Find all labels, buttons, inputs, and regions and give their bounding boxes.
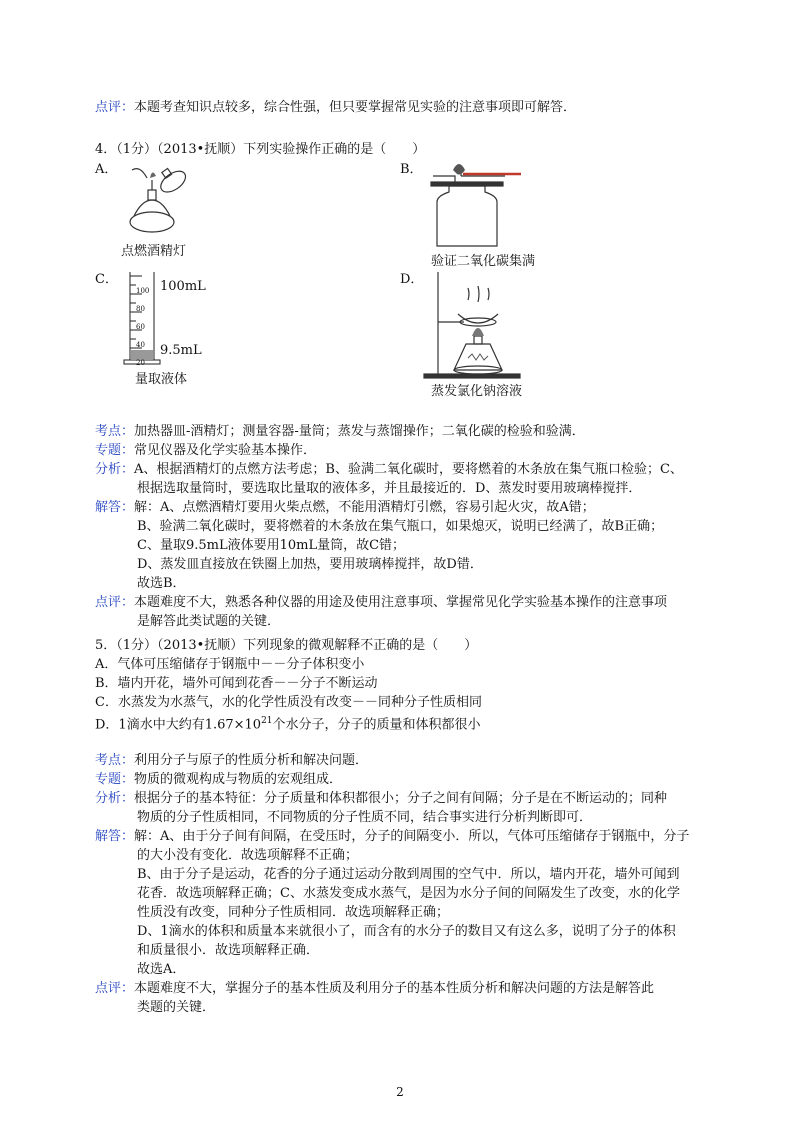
q5-zhuanti-text: 物质的微观构成与物质的宏观组成． bbox=[134, 772, 343, 787]
q5-option-d bbox=[95, 712, 481, 734]
cylinder-reading-label: 9.5mL bbox=[160, 343, 202, 358]
cylinder-ticks bbox=[136, 282, 149, 372]
q4-kaodian bbox=[95, 422, 585, 441]
q5-zhuanti-label: 专题： bbox=[95, 772, 135, 787]
q4-zhuanti bbox=[95, 441, 316, 460]
q4-kaodian-label: 考点： bbox=[95, 424, 135, 439]
q4-option-a-caption: 点燃酒精灯 bbox=[121, 244, 187, 259]
q5-kaodian-label: 考点： bbox=[95, 753, 135, 768]
q5-option-c: C．水蒸发为水蒸气，水的化学性质没有改变－－同种分子性质相同 bbox=[95, 695, 482, 710]
q5-fenxi-line2: 物质的分子性质相同，不同物质的分子性质不同，结合事实进行分析判断即可． bbox=[137, 810, 593, 825]
q5-stem: 5．（1分）（2013•抚顺）下列现象的微观解释不正确的是（ ） bbox=[95, 638, 478, 653]
q4-fenxi-text: A、根据酒精灯的点燃方法考虑；B、验满二氧化碳时，要将燃着的木条放在集气瓶口检验；C、 bbox=[134, 462, 683, 477]
q4-option-b-letter: B． bbox=[400, 162, 423, 177]
q4-jieda-line4: D、蒸发皿直接放在铁圈上加热，要用玻璃棒搅拌，故D错． bbox=[137, 557, 483, 572]
gas-jar-figure bbox=[425, 162, 545, 250]
q4-fenxi-line2: 根据选取量筒时，要选取比量取的液体多，并且最接近的．D、蒸发时要用玻璃棒搅拌． bbox=[137, 481, 642, 496]
q5-jieda-line2: 的大小没有变化．故选项解释不正确； bbox=[137, 848, 359, 863]
q4-dianping-line2: 是解答此类试题的关键． bbox=[137, 614, 281, 629]
q5-jieda-line5: 性质没有改变，同种分子性质相同．故选项解释正确； bbox=[137, 905, 450, 920]
q5-jieda-line4: 花香．故选项解释正确；C、水蒸发变成水蒸气，是因为水分子间的间隔发生了改变，水的化学 bbox=[137, 886, 680, 901]
tick-label: 40 bbox=[136, 341, 145, 349]
q5-jieda bbox=[95, 827, 689, 846]
comment-text: 本题考查知识点较多，综合性强，但只要掌握常见实验的注意事项即可解答． bbox=[134, 100, 577, 115]
q5-fenxi-label: 分析： bbox=[95, 791, 135, 806]
q4-jieda-line2: B、验满二氧化碳时，要将燃着的木条放在集气瓶口，如果熄灭，说明已经满了，故B正确； bbox=[137, 519, 664, 534]
tick-label: 20 bbox=[136, 359, 145, 367]
tick-label: 80 bbox=[136, 305, 145, 313]
q5-option-d-post: 个水分子，分子的质量和体积都很小 bbox=[272, 717, 481, 733]
q4-zhuanti-label: 专题： bbox=[95, 443, 135, 458]
q5-option-d-exponent: 21 bbox=[261, 716, 273, 726]
q4-dianping-text: 本题难度不大，熟悉各种仪器的用途及使用注意事项、掌握常见化学实验基本操作的注意事项 bbox=[134, 595, 668, 610]
comment-label: 点评： bbox=[95, 100, 135, 115]
q4-option-b-caption: 验证二氧化碳集满 bbox=[431, 254, 536, 269]
q4-fenxi-label: 分析： bbox=[95, 462, 135, 477]
q4-jieda-line3: C、量取9.5mL液体要用10mL量筒，故C错； bbox=[137, 538, 406, 553]
top-comment bbox=[95, 98, 576, 117]
q5-fenxi bbox=[95, 789, 667, 808]
q5-dianping-line2: 类题的关键． bbox=[137, 1000, 216, 1015]
q4-zhuanti-text: 常见仪器及化学实验基本操作． bbox=[134, 443, 317, 458]
q5-jieda-line8: 故选A． bbox=[137, 962, 186, 977]
q5-jieda-text: 解：A、由于分子间有间隔，在受压时，分子的间隔变小．所以，气体可压缩储存于钢瓶中，分子 bbox=[134, 829, 690, 844]
q4-option-c-letter: C． bbox=[95, 272, 118, 287]
q5-dianping-label: 点评： bbox=[95, 981, 135, 996]
cylinder-capacity-label: 100mL bbox=[160, 279, 206, 294]
q5-jieda-line6: D、1滴水的体积和质量本来就很小了，而含有的水分子的数目又有这么多，说明了分子的体积 bbox=[137, 924, 676, 939]
q4-jieda-text: 解：A、点燃酒精灯要用火柴点燃，不能用酒精灯引燃，容易引起火灾，故A错； bbox=[134, 500, 595, 515]
q4-jieda bbox=[95, 498, 595, 517]
q5-fenxi-text: 根据分子的基本特征：分子质量和体积都很小；分子之间有间隔；分子是在不断运动的；同种 bbox=[134, 791, 668, 806]
q4-dianping-label: 点评： bbox=[95, 595, 135, 610]
tick-label: 100 bbox=[136, 287, 150, 295]
q5-option-d-pre: D．1滴水中大约有1.67×10 bbox=[95, 717, 262, 733]
q4-option-a-letter: A． bbox=[95, 162, 118, 177]
alcohol-lamp-figure bbox=[112, 160, 202, 240]
q4-option-d-letter: D． bbox=[400, 272, 424, 287]
q4-jieda-line5: 故选B． bbox=[137, 576, 186, 591]
q4-dianping bbox=[95, 593, 667, 612]
q4-stem: 4．（1分）（2013•抚顺）下列实验操作正确的是（ ） bbox=[95, 142, 426, 157]
evaporation-setup-figure bbox=[420, 270, 550, 380]
q4-fenxi bbox=[95, 460, 683, 479]
q5-jieda-label: 解答： bbox=[95, 829, 135, 844]
q5-option-b: B．墙内开花，墙外可闻到花香－－分子不断运动 bbox=[95, 676, 378, 691]
q5-dianping bbox=[95, 979, 654, 998]
q5-option-a: A．气体可压缩储存于钢瓶中－－分子体积变小 bbox=[95, 657, 365, 672]
q5-kaodian-text: 利用分子与原子的性质分析和解决问题． bbox=[134, 753, 369, 768]
q5-jieda-line3: B、由于分子是运动，花香的分子通过运动分散到周围的空气中．所以，墙内开花，墙外可闻到 bbox=[137, 867, 680, 882]
q5-dianping-text: 本题难度不大，掌握分子的基本性质及利用分子的基本性质分析和解决问题的方法是解答此 bbox=[134, 981, 655, 996]
q4-option-d-caption: 蒸发氯化钠溶液 bbox=[431, 384, 523, 399]
q4-kaodian-text: 加热器皿-酒精灯；测量容器-量筒；蒸发与蒸馏操作；二氧化碳的检验和验满． bbox=[134, 424, 585, 439]
q5-zhuanti bbox=[95, 770, 342, 789]
q5-jieda-line7: 和质量很小．故选项解释正确． bbox=[137, 943, 320, 958]
q4-jieda-label: 解答： bbox=[95, 500, 135, 515]
q4-option-c-caption: 量取液体 bbox=[135, 372, 188, 387]
tick-label: 60 bbox=[136, 323, 145, 331]
q5-kaodian bbox=[95, 751, 368, 770]
page-number: 2 bbox=[396, 1085, 404, 1099]
